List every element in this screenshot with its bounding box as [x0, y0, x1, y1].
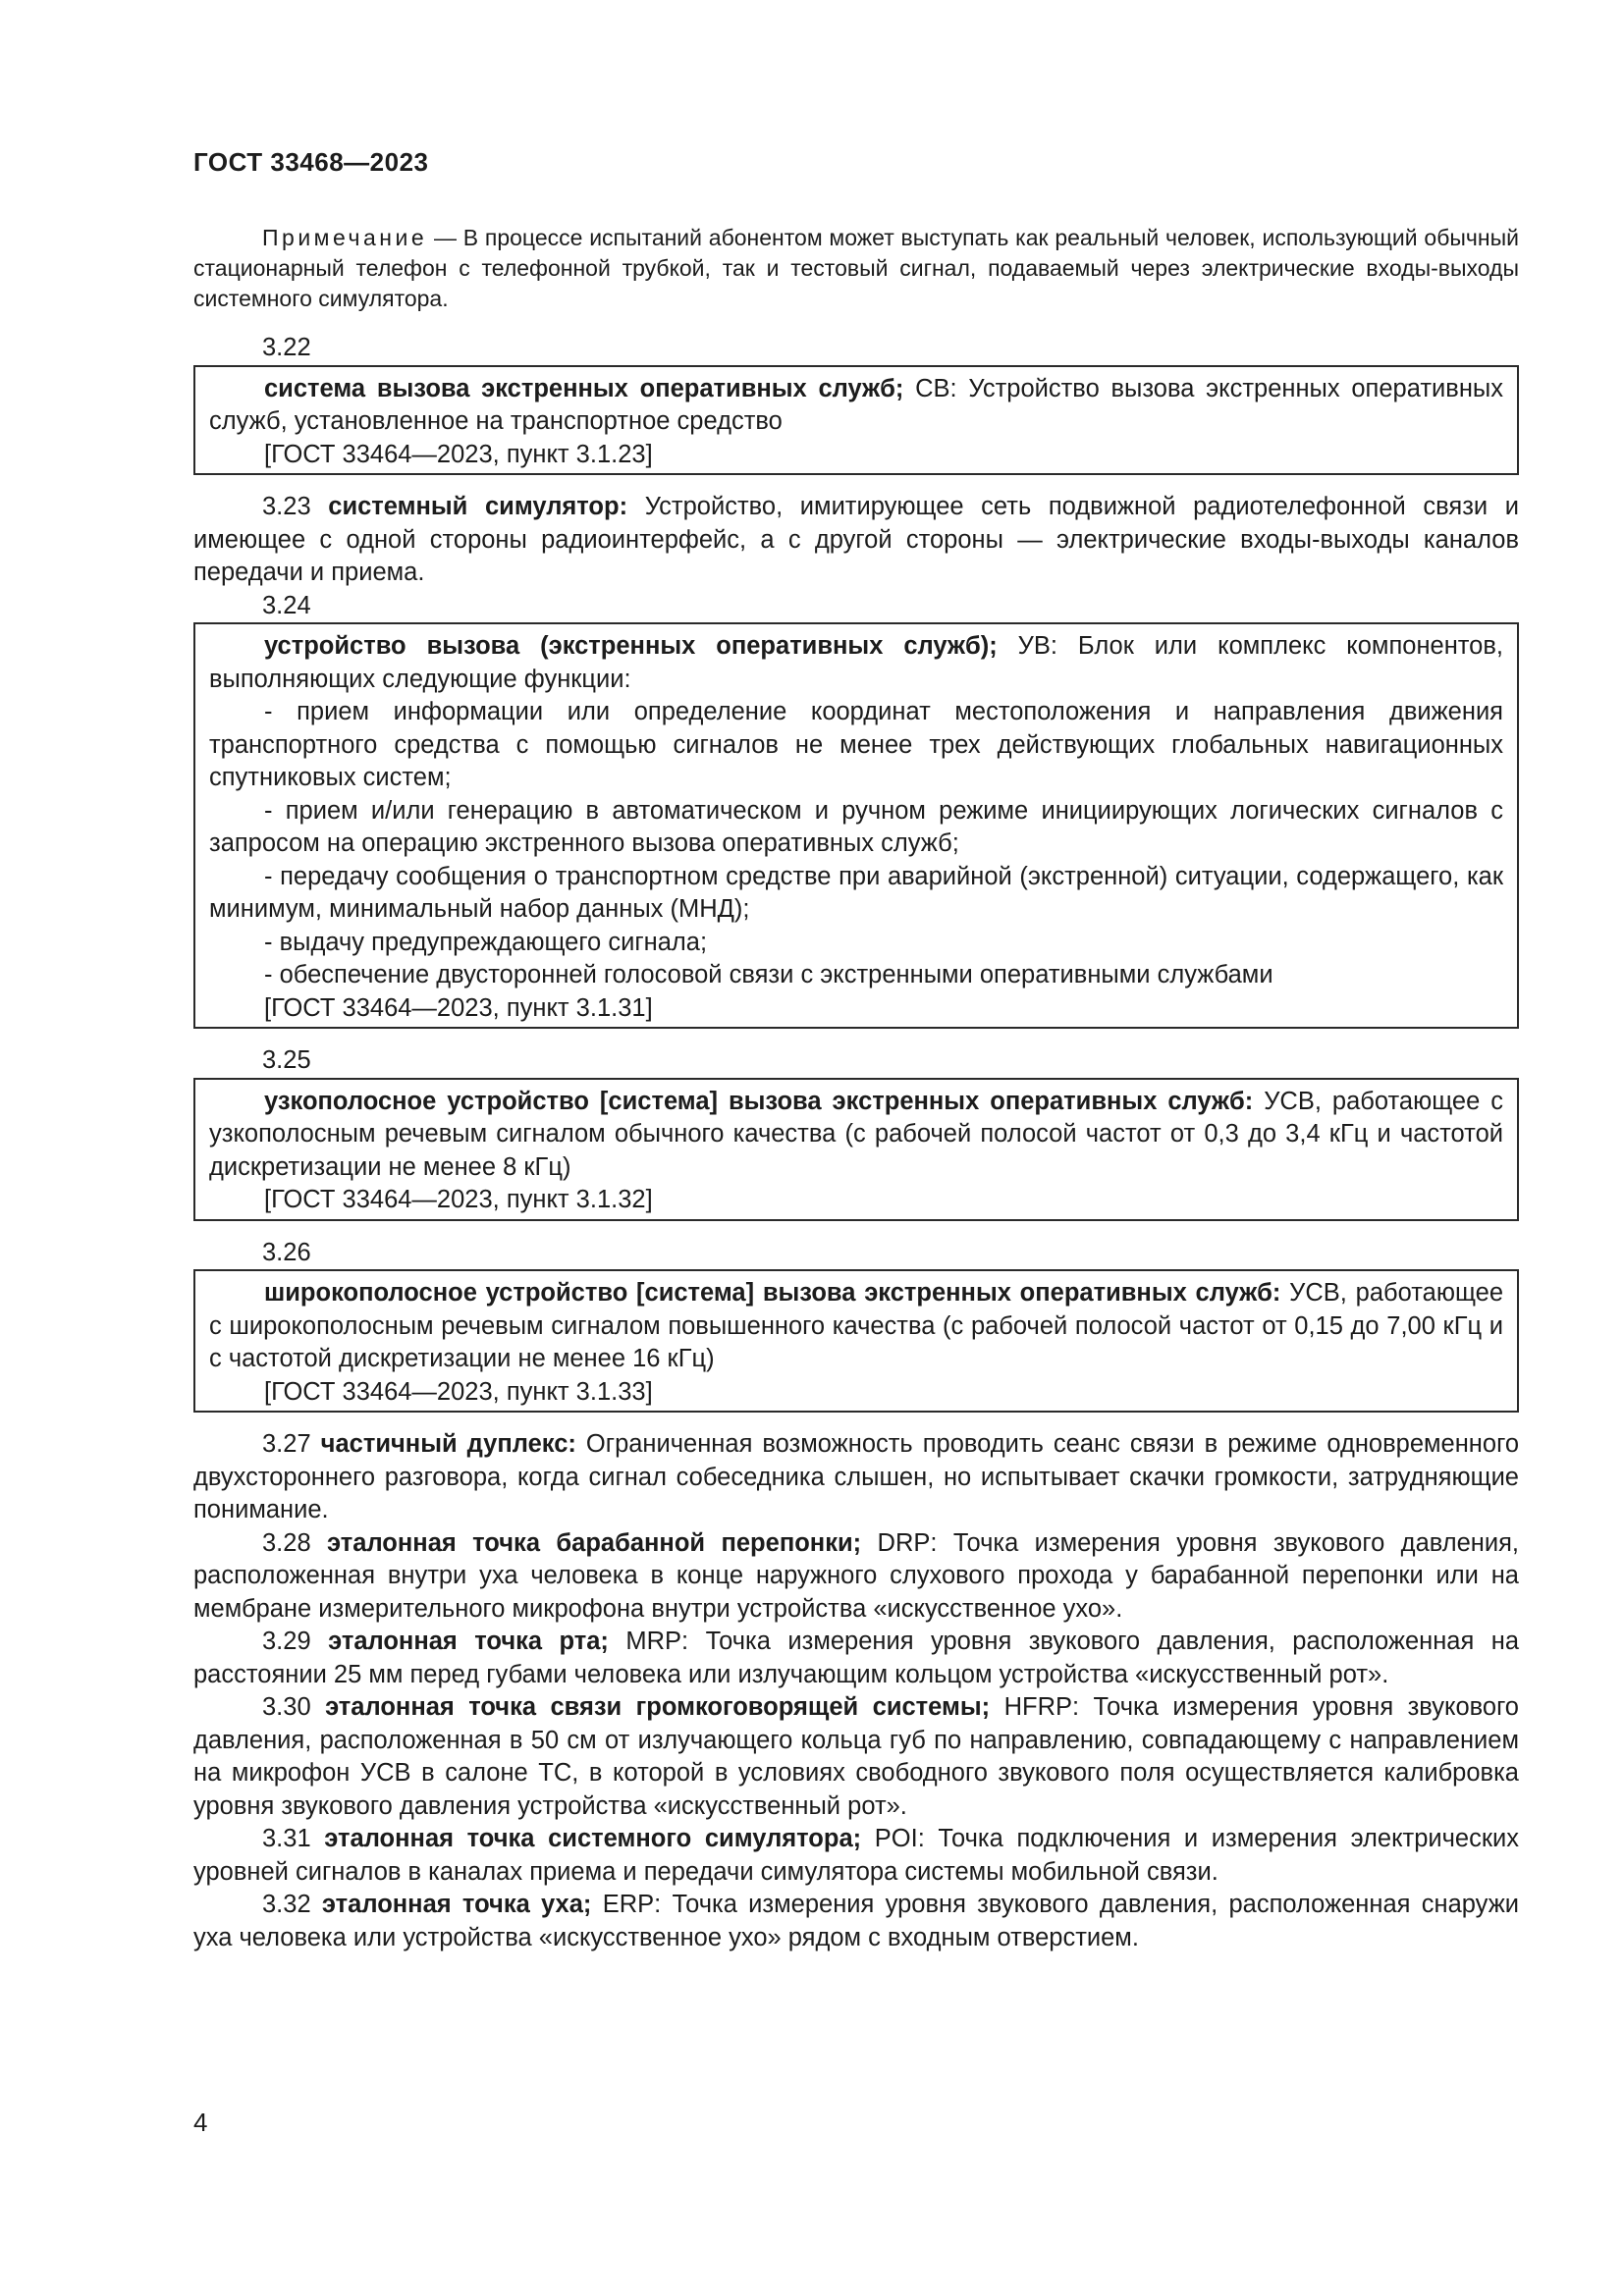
term-3-22: система вызова экстренных оперативных служб; — [264, 374, 904, 402]
term-3-26: широкополосное устройство [система] вызова экстренных оперативных служб: — [264, 1279, 1281, 1307]
term-number-3-32: 3.32 — [262, 1891, 322, 1918]
definition-3-32 — [193, 1889, 1519, 1954]
note-label: Примечание — [262, 225, 428, 250]
definition-text-3-27: Ограниченная возможность проводить сеанс связи в режиме одновременного двухстороннего разговора, когда сигнал собеседника слышен, но испытывает скачки громкости, затрудняющие понимание. — [193, 1430, 1519, 1523]
reference-3-25: [ГОСТ 33464—2023, пункт 3.1.32] — [264, 1186, 653, 1213]
document-body — [193, 223, 1519, 1954]
definition-text-3-31: POI: Точка подключения и измерения электрических уровней сигналов в каналах приема и передачи симулятора системы мобильной связи. — [193, 1825, 1520, 1886]
function-item-4: - выдачу предупреждающего сигнала; — [264, 928, 708, 956]
function-item-5: - обеспечение двусторонней голосовой связи с экстренными оперативными службами — [264, 961, 1273, 988]
definition-3-27 — [193, 1428, 1519, 1527]
term-number-3-30: 3.30 — [262, 1693, 326, 1721]
term-number-3-24: 3.24 — [262, 591, 311, 619]
reference-3-26: [ГОСТ 33464—2023, пункт 3.1.33] — [264, 1377, 653, 1406]
definition-box-3-22 — [193, 365, 1519, 476]
term-number-3-28: 3.28 — [262, 1528, 328, 1557]
function-item-1: - прием информации или определение координат местоположения и направления движения транспортного средства с помощью сигналов не менее трех действующих глобальных навигационных спутниковых систем; — [209, 698, 1503, 791]
definition-text-3-23: Устройство, имитирующее сеть подвижной радиотелефонной связи и имеющее с одной стороны радиоинтерфейс, а с другой стороны — электрические входы-выходы каналов передачи и приема. — [193, 493, 1519, 586]
definition-text-3-22: СВ: Устройство вызова экстренных оперативных служб, установленное на транспортное средство — [209, 374, 1503, 435]
reference-3-24: [ГОСТ 33464—2023, пункт 3.1.31] — [264, 993, 653, 1022]
definition-text-3-32: ERP: Точка измерения уровня звукового давления, расположенная снаружи уха человека или устройства «искусственное ухо» рядом с входным отверстием. — [193, 1891, 1520, 1951]
term-number-3-29: 3.29 — [262, 1628, 329, 1655]
function-item-2: - прием и/или генерацию в автоматическом и ручном режиме инициирующих логических сигналов с запросом на операцию экстренного вызова оперативных служб; — [209, 796, 1503, 857]
term-3-31: эталонная точка системного симулятора; — [324, 1825, 862, 1852]
definition-text-3-29: MRP: Точка измерения уровня звукового давления, расположенная на расстоянии 25 мм перед губами человека или излучающим кольцом устройства «искусственный рот». — [193, 1628, 1520, 1688]
term-3-32: эталонная точка уха; — [321, 1891, 592, 1918]
definition-3-24 — [209, 630, 1503, 696]
term-number-3-25: 3.25 — [262, 1046, 311, 1074]
function-item-3: - передачу сообщения о транспортном средстве при аварийной (экстренной) ситуации, содержащего, как минимум, минимальный набор данных (МНД); — [209, 862, 1503, 923]
page-header-standard: ГОСТ 33468—2023 — [193, 147, 429, 177]
note-text: — В процессе испытаний абонентом может выступать как реальный человек, использующий обычный стационарный телефон с телефонной трубкой, так и тестовый сигнал, подаваемый через электрические входы-выходы системного симулятора. — [193, 225, 1519, 311]
definition-box-3-25 — [193, 1078, 1519, 1221]
definition-3-28 — [193, 1527, 1519, 1627]
definition-3-23 — [193, 491, 1519, 590]
page-number: 4 — [193, 2108, 208, 2137]
term-number-3-31: 3.31 — [262, 1825, 325, 1852]
definition-3-22 — [209, 373, 1503, 439]
term-3-23: системный симулятор: — [328, 493, 628, 520]
term-3-24: устройство вызова (экстренных оперативных служб); — [264, 632, 998, 660]
definition-3-31 — [193, 1823, 1519, 1889]
definition-3-30 — [193, 1691, 1519, 1823]
definition-3-25 — [209, 1086, 1503, 1185]
definition-3-29 — [193, 1626, 1519, 1691]
term-3-27: частичный дуплекс: — [320, 1430, 576, 1458]
term-3-25: узкополосное устройство [система] вызова экстренных оперативных служб: — [264, 1087, 1254, 1115]
term-number-3-22: 3.22 — [262, 334, 311, 361]
term-3-28: эталонная точка барабанной перепонки; — [327, 1528, 862, 1557]
definition-text-3-24: УВ: Блок или комплекс компонентов, выполняющих следующие функции: — [209, 632, 1503, 693]
definition-text-3-26: УСВ, работающее с широкополосным речевым сигналом повышенного качества (с рабочей полосой частот от 0,15 до 7,00 кГц и с частотой дискретизации не менее 16 кГц) — [209, 1279, 1503, 1372]
definition-box-3-26 — [193, 1269, 1519, 1413]
term-3-30: эталонная точка связи громкоговорящей системы; — [325, 1693, 991, 1721]
definition-text-3-28: DRP: Точка измерения уровня звукового давления, расположенная внутри уха человека в конце наружного слухового прохода у барабанной перепонки или на мембране измерительного микрофона внутри устройства «искусственное ухо». — [193, 1528, 1519, 1623]
definition-3-26 — [209, 1277, 1503, 1376]
term-number-3-23: 3.23 — [262, 493, 311, 520]
definition-text-3-25: УСВ, работающее с узкополосным речевым сигналом обычного качества (с рабочей полосой частот от 0,3 до 3,4 кГц и частотой дискретизации не менее 8 кГц) — [209, 1087, 1504, 1181]
definition-box-3-24 — [193, 622, 1519, 1029]
term-3-29: эталонная точка рта; — [328, 1628, 609, 1655]
definition-text-3-30: HFRP: Точка измерения уровня звукового давления, расположенная в 50 см от излучающего кольца губ по направлению, совпадающему с направлением на микрофон УСВ в салоне ТС, в которой в условиях свободного звукового поля осуществляется калибровка уровня звукового давления устройства «искусственный рот». — [193, 1693, 1519, 1820]
term-number-3-26: 3.26 — [262, 1238, 311, 1266]
term-number-3-27: 3.27 — [262, 1430, 321, 1458]
note-paragraph — [193, 223, 1519, 314]
reference-3-22: [ГОСТ 33464—2023, пункт 3.1.23] — [264, 440, 653, 468]
